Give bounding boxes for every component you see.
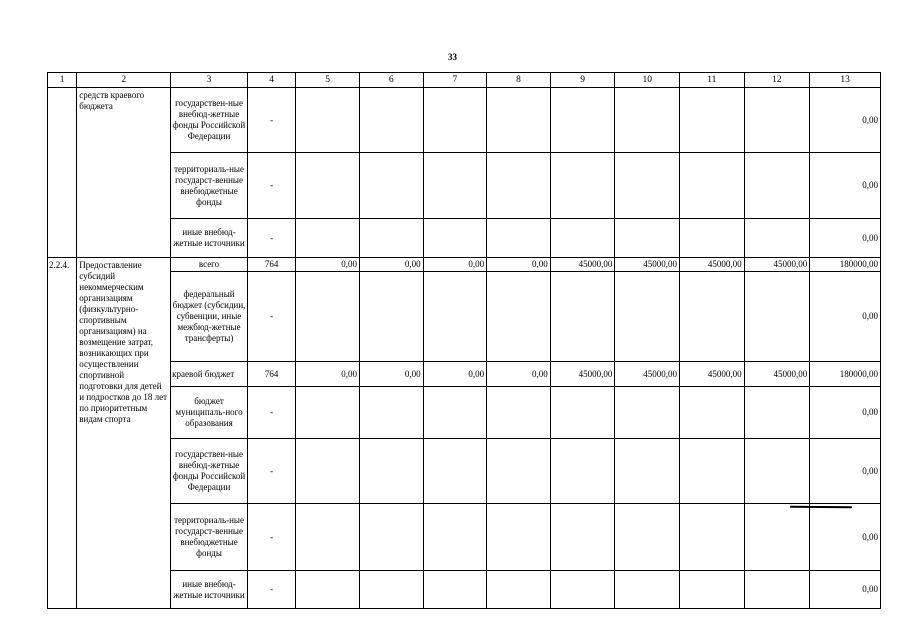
column-header: 11 <box>680 73 745 88</box>
value-cell: - <box>247 88 295 153</box>
value-cell: - <box>247 504 295 571</box>
value-cell: 0,00 <box>487 258 551 272</box>
funding-source-cell: иные внебюд-жетные источники <box>171 571 248 609</box>
value-cell: - <box>247 153 295 219</box>
total-cell: 0,00 <box>810 571 881 609</box>
value-cell: 0,00 <box>296 258 360 272</box>
table-row <box>48 362 881 387</box>
value-cell: 45000,00 <box>744 258 810 272</box>
funding-source-cell: государствен-ные внебюд-жетные фонды Российской Федерации <box>171 88 248 153</box>
value-cell: - <box>247 571 295 609</box>
value-cell: - <box>247 387 295 439</box>
value-cell: - <box>247 439 295 504</box>
funding-source-cell: территориаль-ные государст-венные внебюджетные фонды <box>171 153 248 219</box>
column-header: 1 <box>48 73 77 88</box>
value-cell: 764 <box>247 362 295 387</box>
table-row <box>48 387 881 439</box>
column-header: 12 <box>744 73 810 88</box>
funding-source-cell: иные внебюд-жетные источники <box>171 219 248 258</box>
value-cell: 45000,00 <box>615 258 680 272</box>
table-row <box>48 571 881 609</box>
column-header: 7 <box>423 73 487 88</box>
total-cell: 0,00 <box>810 504 881 571</box>
value-cell: - <box>247 219 295 258</box>
total-cell: 180000,00 <box>810 258 881 272</box>
value-cell: 0,00 <box>423 258 487 272</box>
value-cell: 0,00 <box>359 258 423 272</box>
value-cell: 0,00 <box>423 362 487 387</box>
pen-mark <box>790 506 852 508</box>
column-header: 10 <box>615 73 680 88</box>
funding-source-cell: государствен-ные внебюд-жетные фонды Российской Федерации <box>171 439 248 504</box>
column-header: 8 <box>487 73 551 88</box>
value-cell: 45000,00 <box>550 258 615 272</box>
column-header: 6 <box>359 73 423 88</box>
value-cell: 0,00 <box>487 362 551 387</box>
value-cell: 45000,00 <box>550 362 615 387</box>
value-cell: 45000,00 <box>615 362 680 387</box>
column-header: 3 <box>171 73 248 88</box>
total-cell: 0,00 <box>810 387 881 439</box>
funding-source-cell: всего <box>171 258 248 272</box>
table-row <box>48 439 881 504</box>
column-header: 9 <box>550 73 615 88</box>
column-header: 5 <box>296 73 360 88</box>
value-cell: 45000,00 <box>744 362 810 387</box>
table-row <box>48 258 881 272</box>
total-cell: 0,00 <box>810 272 881 362</box>
value-cell: 45000,00 <box>680 362 745 387</box>
funding-source-cell: краевой бюджет <box>171 362 248 387</box>
table-row <box>48 88 881 153</box>
total-cell: 0,00 <box>810 219 881 258</box>
table-row <box>48 504 881 571</box>
funding-source-cell: территориаль-ные государст-венные внебюджетные фонды <box>171 504 248 571</box>
total-cell: 180000,00 <box>810 362 881 387</box>
column-number-header-row <box>48 73 881 88</box>
table-row <box>48 153 881 219</box>
total-cell: 0,00 <box>810 439 881 504</box>
funding-source-cell: федеральный бюджет (субсидии, субвенции, иные межбюд-жетные трансферты) <box>171 272 248 362</box>
value-cell: - <box>247 272 295 362</box>
item-name-cell: Предоставление субсидий некоммерческим организациям (физкультурно-спортивным организациям) на возмещение затрат, возникающих при осуществлении спортивной подготовки для детей и подростков до 18 лет по приоритетным видам спорта <box>77 258 171 609</box>
column-header: 13 <box>810 73 881 88</box>
value-cell: 45000,00 <box>680 258 745 272</box>
table-row <box>48 272 881 362</box>
page-number: 33 <box>448 52 457 62</box>
value-cell: 0,00 <box>359 362 423 387</box>
table-row <box>48 219 881 258</box>
item-name-cell: средств краевого бюджета <box>77 88 171 258</box>
total-cell: 0,00 <box>810 88 881 153</box>
column-header: 4 <box>247 73 295 88</box>
budget-table <box>47 72 881 609</box>
item-id-cell <box>48 88 77 258</box>
column-header: 2 <box>77 73 171 88</box>
value-cell: 764 <box>247 258 295 272</box>
funding-source-cell: бюджет муниципаль-ного образования <box>171 387 248 439</box>
value-cell: 0,00 <box>296 362 360 387</box>
item-id-cell: 2.2.4. <box>48 258 77 609</box>
total-cell: 0,00 <box>810 153 881 219</box>
